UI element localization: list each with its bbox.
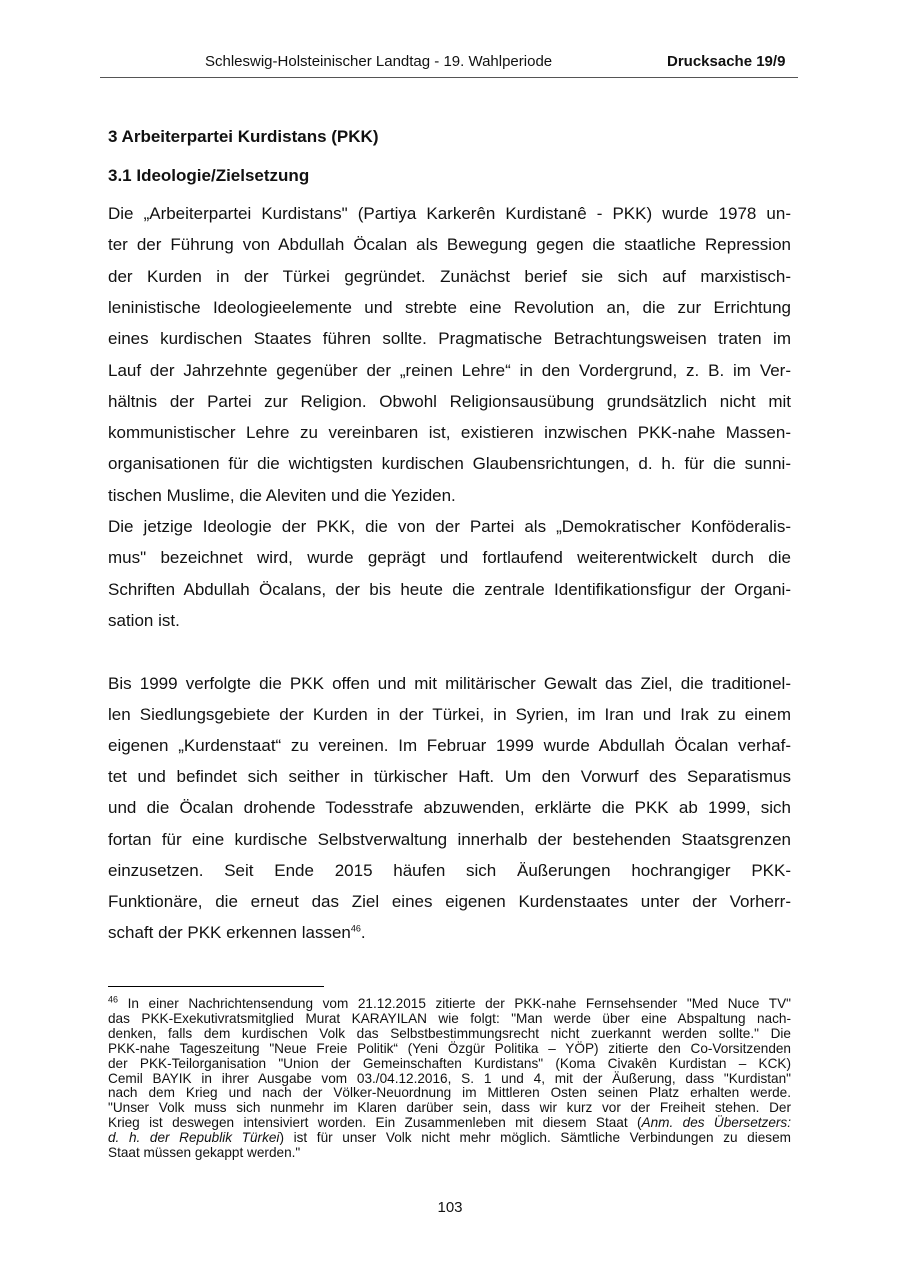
text-line — [108, 1071, 791, 1086]
footnote-number: 46 — [108, 994, 119, 1005]
text-line — [108, 767, 791, 787]
text-line — [108, 235, 791, 255]
text-line — [108, 548, 791, 568]
text-line — [108, 1041, 791, 1056]
line-text: fortan für eine kurdische Selbstverwaltung innerhalb der bestehenden Staatsgrenzen — [108, 829, 791, 849]
line-text: tischen Muslime, die Aleviten und die Yeziden. — [108, 485, 456, 505]
text-line — [108, 705, 791, 725]
line-text: ter der Führung von Abdullah Öcalan als Bewegung gegen die staatliche Repression — [108, 235, 791, 255]
text-line — [108, 861, 791, 881]
page-number: 103 — [437, 1199, 463, 1216]
line-text: und die Öcalan drohende Todesstrafe abzuwenden, erklärte die PKK ab 1999, sich — [108, 798, 791, 818]
text-line — [108, 454, 791, 474]
line-text: Cemil BAYIK in ihrer Ausgabe vom 03./04.12.2016, S. 1 und 4, mit der Äußerung, dass "Kurdistan" — [108, 1070, 791, 1086]
text-line — [108, 611, 791, 631]
text-line — [108, 1100, 791, 1115]
line-text: Bis 1999 verfolgte die PKK offen und mit militärischer Gewalt das Ziel, die traditionel- — [108, 674, 791, 693]
text-line — [108, 798, 791, 818]
line-text: len Siedlungsgebiete der Kurden in der Türkei, in Syrien, im Iran und Irak zu einem — [108, 705, 791, 725]
text-line — [108, 674, 791, 694]
line-text: mus" bezeichnet wird, wurde geprägt und fortlaufend weiterentwickelt durch die — [108, 548, 791, 568]
line-text: schaft der PKK erkennen lassen — [108, 922, 351, 942]
header-rule — [100, 77, 798, 78]
text-line — [108, 1056, 791, 1071]
text-line — [108, 517, 791, 537]
text-line — [108, 298, 791, 318]
text-line — [108, 736, 791, 756]
line-text: Krieg ist deswegen intensiviert worden. Ein Zusammenleben mit diesem Staat ( — [108, 1115, 642, 1131]
period: . — [360, 922, 366, 942]
line-text: Die jetzige Ideologie der PKK, die von der Partei als „Demokratischer Konföderalis- — [108, 517, 791, 536]
text-line — [108, 1085, 791, 1100]
text-line — [108, 423, 791, 443]
line-text: Lauf der Jahrzehnte gegenüber der „reinen Lehre“ in den Vordergrund, z. B. im Ver- — [108, 360, 791, 380]
text-line — [108, 830, 791, 850]
text-line — [108, 267, 791, 287]
line-text: nach dem Krieg und nach der Völker-Neuordnung im Mittleren Osten seinen Platz erhalten werde. — [108, 1085, 791, 1101]
text-line — [108, 1115, 791, 1130]
line-text: In einer Nachrichtensendung vom 21.12.2015 zitierte der PKK-nahe Fernsehsender "Med Nuce TV" — [127, 996, 792, 1011]
text-line — [108, 392, 791, 412]
text-line — [108, 329, 791, 349]
italic-text: Anm. des Übersetzers: — [641, 1115, 791, 1131]
section-heading: 3 Arbeiterpartei Kurdistans (PKK) — [108, 127, 379, 146]
text-line — [108, 923, 791, 943]
text-line — [108, 1145, 791, 1160]
line-text: PKK-nahe Tageszeitung "Neue Freie Politik“ (Yeni Özgür Politika – YÖP) zitierte den Co-Vorsitzenden — [108, 1040, 791, 1056]
line-text: Schriften Abdullah Öcalans, der bis heute die zentrale Identifikationsfigur der Organi- — [108, 579, 791, 599]
text-line — [108, 204, 791, 224]
line-text: eines kurdischen Staates führen sollte. Pragmatische Betrachtungsweisen traten im — [108, 329, 791, 349]
line-text: tet und befindet sich seither in türkischer Haft. Um den Vorwurf des Separatismus — [108, 767, 791, 787]
line-text: leninistische Ideologieelemente und strebte eine Revolution an, die zur Errichtung — [108, 297, 791, 317]
header-document-number: Drucksache 19/9 — [667, 53, 786, 70]
line-text: ) ist für unser Volk nicht mehr möglich. Sämtliche Verbindungen zu diesem — [279, 1130, 791, 1146]
text-line — [108, 1011, 791, 1026]
line-text: der PKK-Teilorganisation "Union der Gemeinschaften Kurdistans" (Koma Civakên Kurdistan – KCK) — [108, 1055, 791, 1071]
text-line — [108, 892, 791, 912]
footnote-reference[interactable]: 46 — [350, 923, 361, 934]
header-title: Schleswig-Holsteinischer Landtag - 19. Wahlperiode — [205, 53, 553, 70]
text-line — [108, 1026, 791, 1041]
italic-text: d. h. der Republik Türkei — [108, 1130, 280, 1146]
line-text: sation ist. — [108, 610, 180, 630]
line-text: einzusetzen. Seit Ende 2015 häufen sich Äußerungen hochrangiger PKK- — [108, 860, 791, 880]
line-text: Die „Arbeiterpartei Kurdistans" (Partiya Karkerên Kurdistanê - PKK) wurde 1978 un- — [108, 204, 791, 223]
line-text: Staat müssen gekappt werden." — [108, 1145, 301, 1160]
subsection-heading: 3.1 Ideologie/Zielsetzung — [108, 166, 310, 185]
text-line — [108, 996, 791, 1011]
text-line — [108, 486, 791, 506]
line-text: eigenen „Kurdenstaat“ zu vereinen. Im Februar 1999 wurde Abdullah Öcalan verhaf- — [108, 736, 791, 756]
text-line — [108, 580, 791, 600]
line-text: "Unser Volk muss sich nunmehr im Klaren darüber sein, dass wir kurz vor der Freiheit stehen. Der — [108, 1100, 791, 1116]
line-text: Funktionäre, die erneut das Ziel eines eigenen Kurdenstaates unter der Vorherr- — [108, 891, 791, 911]
line-text: das PKK-Exekutivratsmitglied Murat KARAYILAN wie folgt: "Man werde über eine Abspaltung nach- — [108, 1010, 791, 1026]
line-text: der Kurden in der Türkei gegründet. Zunächst berief sie sich auf marxistisch- — [108, 266, 791, 286]
line-text: organisationen für die wichtigsten kurdischen Glaubensrichtungen, d. h. für die sunni- — [108, 454, 791, 474]
line-text: denken, falls dem kurdischen Volk das Selbstbestimmungsrecht nicht zuerkannt werden sollte." Die — [108, 1025, 791, 1041]
text-line — [108, 361, 791, 381]
line-text: kommunistischer Lehre zu vereinbaren ist, existieren inzwischen PKK-nahe Massen- — [108, 423, 791, 443]
text-line — [108, 1130, 791, 1145]
footnote-rule — [108, 986, 324, 987]
line-text: hältnis der Partei zur Religion. Obwohl Religionsausübung grundsätzlich nicht mit — [108, 391, 791, 411]
